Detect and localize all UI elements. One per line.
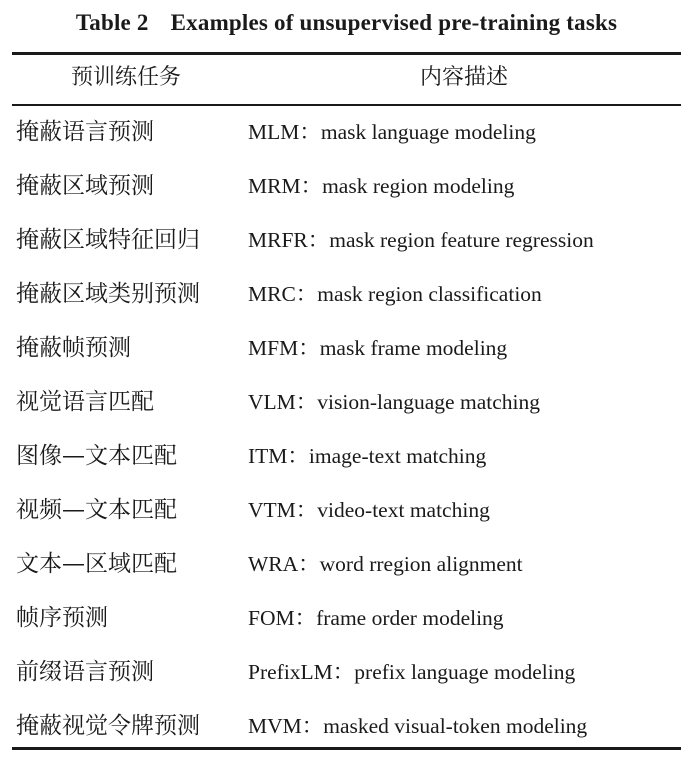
table-row [0, 104, 693, 158]
description-cell: WRA：word rregion alignment [248, 552, 523, 576]
task-cell: 前缀语言预测 [16, 659, 154, 685]
header-task: 预训练任务 [70, 65, 181, 90]
table-row [0, 320, 693, 374]
header-description: 内容描述 [419, 65, 508, 90]
task-cell: 文本—区域匹配 [16, 551, 177, 577]
task-cell: 图像—文本匹配 [16, 443, 177, 469]
task-cell: 视频—文本匹配 [16, 497, 177, 523]
table-title: Examples of unsupervised pre-training tasks [170, 10, 618, 35]
table-row [0, 644, 693, 698]
table-row [0, 482, 693, 536]
task-cell: 掩蔽区域预测 [16, 173, 154, 199]
description-cell: MRC：mask region classification [248, 282, 542, 306]
description-cell: MFM：mask frame modeling [248, 336, 508, 360]
task-cell: 掩蔽区域类别预测 [16, 281, 200, 307]
table-caption [0, 10, 693, 36]
description-cell: ITM：image-text matching [248, 444, 487, 468]
table-body [0, 104, 693, 752]
table-row [0, 212, 693, 266]
description-cell: MRM：mask region modeling [248, 174, 515, 198]
table-row [0, 536, 693, 590]
task-cell: 帧序预测 [16, 605, 108, 631]
task-cell: 掩蔽帧预测 [16, 335, 131, 361]
table-row [0, 158, 693, 212]
table-number: Table 2 [75, 10, 149, 35]
table-row [0, 590, 693, 644]
table-row [0, 266, 693, 320]
description-cell: VTM：video-text matching [248, 498, 490, 522]
description-cell: MVM：masked visual-token modeling [248, 714, 588, 738]
description-cell: MLM：mask language modeling [248, 120, 536, 144]
table-row [0, 428, 693, 482]
table-row [0, 374, 693, 428]
task-cell: 掩蔽语言预测 [16, 119, 154, 145]
top-rule [12, 52, 681, 55]
description-cell: VLM：vision-language matching [248, 390, 540, 414]
bottom-rule [12, 747, 681, 750]
task-cell: 掩蔽视觉令牌预测 [16, 713, 200, 739]
description-cell: FOM：frame order modeling [248, 606, 504, 630]
description-cell: PrefixLM：prefix language modeling [248, 660, 576, 684]
task-cell: 视觉语言匹配 [16, 389, 154, 415]
task-cell: 掩蔽区域特征回归 [16, 227, 200, 253]
description-cell: MRFR：mask region feature regression [248, 228, 594, 252]
table-row [0, 698, 693, 752]
